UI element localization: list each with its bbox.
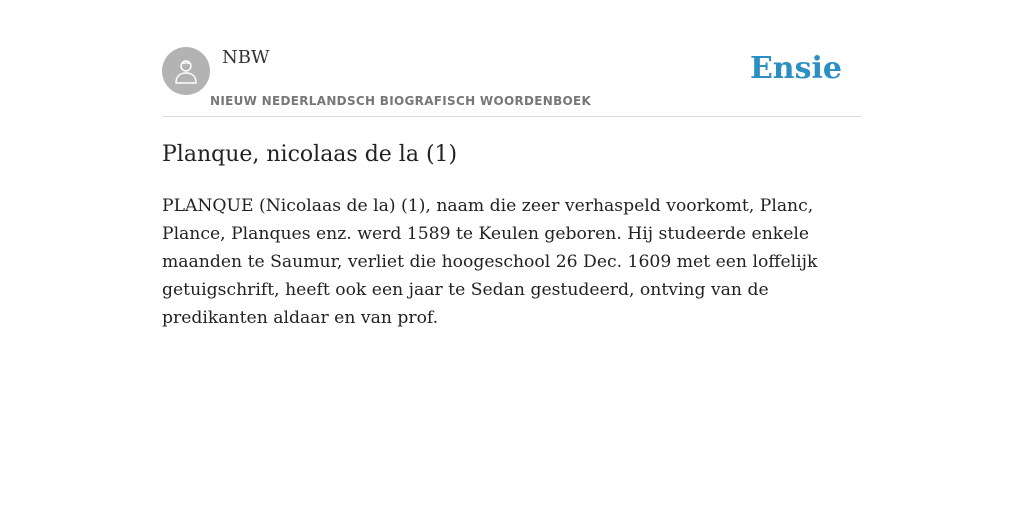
source-full-name: NIEUW NEDERLANDSCH BIOGRAFISCH WOORDENBOEK xyxy=(210,94,592,108)
page-container xyxy=(162,0,862,512)
user-icon xyxy=(174,58,198,84)
article-body: PLANQUE (Nicolaas de la) (1), naam die zeer verhaspeld voorkomt, Planc, Plance, Planques enz. werd 1589 te Keulen geboren. Hij studeerde enkele maanden te Saumur, verliet die hoogeschool 26 Dec. 1609 met een loffelijk getuigschrift, heeft ook een jaar te Sedan gestudeerd, ontving van de predikanten aldaar en van prof. xyxy=(162,196,818,328)
avatar[interactable] xyxy=(162,47,210,95)
header xyxy=(162,0,862,117)
brand-logo[interactable]: Ensie xyxy=(749,51,842,86)
article-title: Planque, nicolaas de la (1) xyxy=(162,142,458,167)
source-abbreviation[interactable]: NBW xyxy=(222,47,270,68)
